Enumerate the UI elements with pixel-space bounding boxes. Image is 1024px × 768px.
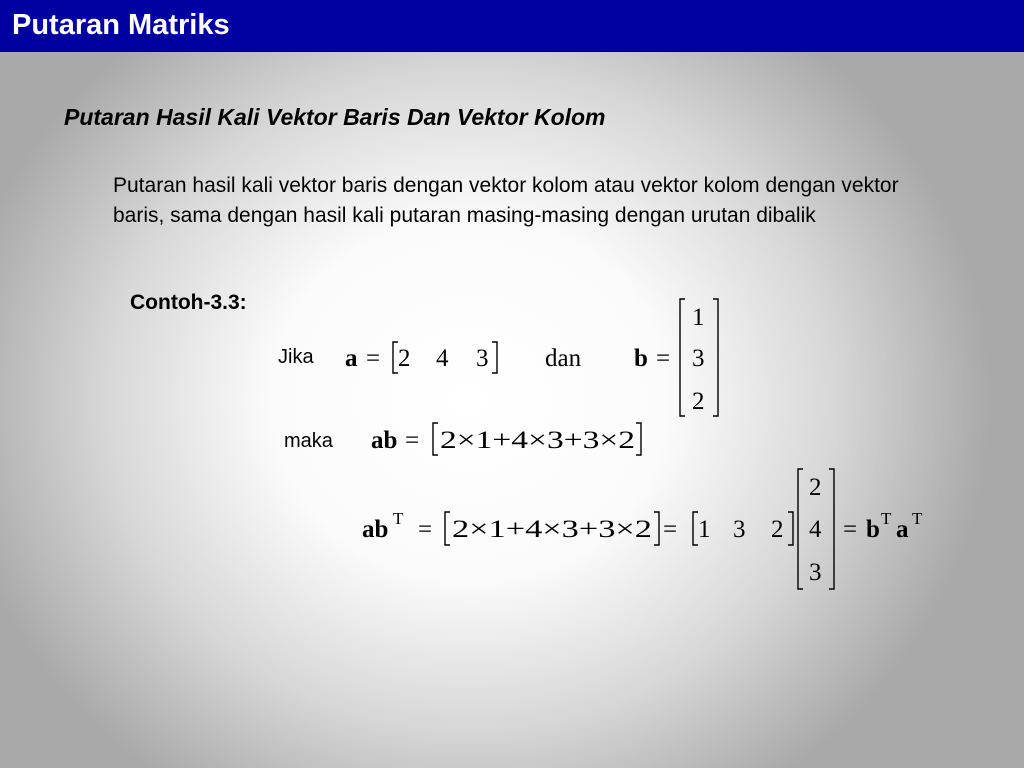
column-vector-value: 3: [809, 559, 822, 586]
symbol-b: b: [866, 516, 880, 543]
right-bracket: [788, 512, 793, 545]
transpose-superscript: T: [881, 509, 892, 528]
left-bracket: [445, 512, 450, 545]
row-vector-value: 2: [771, 516, 784, 543]
left-bracket: [798, 469, 803, 589]
example-label: Contoh-3.3:: [130, 291, 247, 314]
symbol-b: b: [634, 345, 648, 372]
transpose-superscript: T: [393, 509, 404, 528]
maka-label: maka: [284, 430, 333, 452]
column-vector-value: 4: [809, 516, 822, 543]
right-bracket: [829, 469, 834, 589]
equals-sign: =: [656, 345, 671, 372]
vector-a-value: 2: [398, 345, 411, 372]
product-expression: 2×1+4×3+3×2: [440, 427, 635, 454]
symbol-ab: ab: [371, 427, 398, 454]
vector-a-value: 3: [476, 345, 489, 372]
equation-vector-a: [345, 342, 497, 373]
equals-sign: =: [366, 345, 381, 372]
equals-sign: =: [843, 516, 858, 543]
equals-sign: =: [418, 516, 433, 543]
right-bracket: [492, 342, 497, 373]
slide-title: Putaran Matriks: [12, 9, 230, 41]
right-bracket: [636, 423, 641, 455]
row-vector-value: 1: [698, 516, 711, 543]
row-vector-value: 3: [733, 516, 746, 543]
right-bracket: [713, 299, 718, 416]
product-expression: 2×1+4×3+3×2: [452, 516, 652, 543]
left-bracket: [680, 299, 685, 416]
left-bracket: [433, 423, 438, 455]
vector-b-value: 2: [692, 388, 705, 415]
right-bracket: [654, 512, 659, 545]
column-vector-value: 2: [809, 474, 822, 501]
jika-label: Jika: [278, 346, 314, 368]
symbol-a: a: [896, 516, 909, 543]
vector-b-value: 3: [692, 345, 705, 372]
dan-word: dan: [545, 345, 582, 372]
vector-a-value: 4: [436, 345, 449, 372]
symbol-a: a: [345, 345, 358, 372]
symbol-ab: ab: [362, 516, 389, 543]
equation-vector-b: [634, 299, 718, 416]
equals-sign: =: [405, 427, 420, 454]
vector-b-value: 1: [692, 304, 705, 331]
equation-ab: [371, 423, 641, 455]
section-subtitle: Putaran Hasil Kali Vektor Baris Dan Vektor Kolom: [64, 104, 606, 130]
transpose-superscript: T: [912, 509, 923, 528]
equation-transpose: [362, 469, 923, 589]
equals-sign: =: [663, 516, 678, 543]
body-paragraph: Putaran hasil kali vektor baris dengan vektor kolom atau vektor kolom dengan vektor baris, sama dengan hasil kali putaran masing-masing dengan urutan dibalik: [113, 174, 899, 227]
